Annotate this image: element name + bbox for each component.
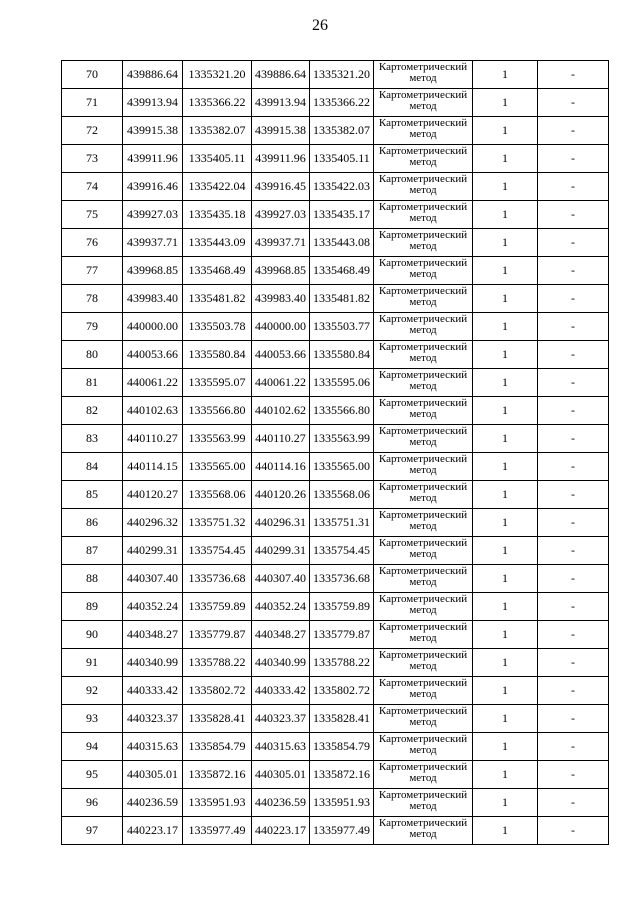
point-number-cell: 77 [62, 257, 123, 285]
y-original-cell: 1335872.16 [183, 761, 252, 789]
y-original-cell: 1335759.89 [183, 593, 252, 621]
x-updated-cell: 440307.40 [252, 565, 310, 593]
y-updated-cell: 1335435.17 [310, 201, 374, 229]
y-original-cell: 1335854.79 [183, 733, 252, 761]
accuracy-cell: 1 [473, 761, 538, 789]
description-cell: - [538, 453, 609, 481]
y-updated-cell: 1335565.00 [310, 453, 374, 481]
table-row [62, 453, 609, 481]
y-original-cell: 1335736.68 [183, 565, 252, 593]
x-updated-cell: 440110.27 [252, 425, 310, 453]
y-updated-cell: 1335759.89 [310, 593, 374, 621]
description-cell: - [538, 369, 609, 397]
method-cell: Картометрический метод [374, 453, 473, 481]
description-cell: - [538, 397, 609, 425]
point-number-cell: 74 [62, 173, 123, 201]
accuracy-cell: 1 [473, 537, 538, 565]
x-updated-cell: 439886.64 [252, 61, 310, 89]
y-original-cell: 1335951.93 [183, 789, 252, 817]
method-cell: Картометрический метод [374, 705, 473, 733]
y-updated-cell: 1335802.72 [310, 677, 374, 705]
point-number-cell: 73 [62, 145, 123, 173]
table-row [62, 565, 609, 593]
point-number-cell: 95 [62, 761, 123, 789]
y-updated-cell: 1335468.49 [310, 257, 374, 285]
x-updated-cell: 440296.31 [252, 509, 310, 537]
x-original-cell: 440323.37 [123, 705, 183, 733]
point-number-cell: 86 [62, 509, 123, 537]
point-number-cell: 89 [62, 593, 123, 621]
accuracy-cell: 1 [473, 733, 538, 761]
table-row [62, 621, 609, 649]
x-original-cell: 440305.01 [123, 761, 183, 789]
description-cell: - [538, 537, 609, 565]
table-row [62, 509, 609, 537]
description-cell: - [538, 257, 609, 285]
y-updated-cell: 1335563.99 [310, 425, 374, 453]
point-number-cell: 75 [62, 201, 123, 229]
x-original-cell: 440299.31 [123, 537, 183, 565]
x-original-cell: 439913.94 [123, 89, 183, 117]
x-updated-cell: 440348.27 [252, 621, 310, 649]
x-original-cell: 440061.22 [123, 369, 183, 397]
method-cell: Картометрический метод [374, 313, 473, 341]
x-original-cell: 440053.66 [123, 341, 183, 369]
x-original-cell: 440110.27 [123, 425, 183, 453]
y-updated-cell: 1335977.49 [310, 817, 374, 845]
x-original-cell: 439937.71 [123, 229, 183, 257]
table-row [62, 173, 609, 201]
accuracy-cell: 1 [473, 425, 538, 453]
table-row [62, 257, 609, 285]
description-cell: - [538, 285, 609, 313]
accuracy-cell: 1 [473, 229, 538, 257]
point-number-cell: 79 [62, 313, 123, 341]
coordinates-table [61, 60, 609, 845]
description-cell: - [538, 425, 609, 453]
x-updated-cell: 440333.42 [252, 677, 310, 705]
table-row [62, 705, 609, 733]
method-cell: Картометрический метод [374, 677, 473, 705]
description-cell: - [538, 341, 609, 369]
table-row [62, 537, 609, 565]
description-cell: - [538, 481, 609, 509]
y-updated-cell: 1335321.20 [310, 61, 374, 89]
y-updated-cell: 1335754.45 [310, 537, 374, 565]
method-cell: Картометрический метод [374, 257, 473, 285]
y-original-cell: 1335788.22 [183, 649, 252, 677]
method-cell: Картометрический метод [374, 369, 473, 397]
accuracy-cell: 1 [473, 285, 538, 313]
y-original-cell: 1335366.22 [183, 89, 252, 117]
method-cell: Картометрический метод [374, 89, 473, 117]
y-original-cell: 1335751.32 [183, 509, 252, 537]
table-row [62, 397, 609, 425]
table-row [62, 425, 609, 453]
x-updated-cell: 440315.63 [252, 733, 310, 761]
x-updated-cell: 440323.37 [252, 705, 310, 733]
method-cell: Картометрический метод [374, 425, 473, 453]
y-original-cell: 1335503.78 [183, 313, 252, 341]
y-updated-cell: 1335736.68 [310, 565, 374, 593]
y-updated-cell: 1335481.82 [310, 285, 374, 313]
y-original-cell: 1335828.41 [183, 705, 252, 733]
y-updated-cell: 1335788.22 [310, 649, 374, 677]
x-original-cell: 440352.24 [123, 593, 183, 621]
method-cell: Картометрический метод [374, 201, 473, 229]
y-updated-cell: 1335595.06 [310, 369, 374, 397]
y-original-cell: 1335565.00 [183, 453, 252, 481]
y-updated-cell: 1335951.93 [310, 789, 374, 817]
x-updated-cell: 440340.99 [252, 649, 310, 677]
x-updated-cell: 440114.16 [252, 453, 310, 481]
y-updated-cell: 1335503.77 [310, 313, 374, 341]
y-updated-cell: 1335366.22 [310, 89, 374, 117]
x-original-cell: 440114.15 [123, 453, 183, 481]
y-original-cell: 1335382.07 [183, 117, 252, 145]
accuracy-cell: 1 [473, 565, 538, 593]
x-original-cell: 439886.64 [123, 61, 183, 89]
accuracy-cell: 1 [473, 481, 538, 509]
table-row [62, 649, 609, 677]
table-row [62, 229, 609, 257]
y-original-cell: 1335443.09 [183, 229, 252, 257]
accuracy-cell: 1 [473, 621, 538, 649]
accuracy-cell: 1 [473, 453, 538, 481]
description-cell: - [538, 565, 609, 593]
method-cell: Картометрический метод [374, 537, 473, 565]
accuracy-cell: 1 [473, 705, 538, 733]
table-row [62, 117, 609, 145]
page-number: 26 [312, 17, 328, 34]
x-updated-cell: 439915.38 [252, 117, 310, 145]
x-updated-cell: 440236.59 [252, 789, 310, 817]
x-original-cell: 439968.85 [123, 257, 183, 285]
y-updated-cell: 1335382.07 [310, 117, 374, 145]
method-cell: Картометрический метод [374, 593, 473, 621]
point-number-cell: 96 [62, 789, 123, 817]
description-cell: - [538, 621, 609, 649]
accuracy-cell: 1 [473, 677, 538, 705]
description-cell: - [538, 509, 609, 537]
y-updated-cell: 1335580.84 [310, 341, 374, 369]
point-number-cell: 70 [62, 61, 123, 89]
description-cell: - [538, 117, 609, 145]
accuracy-cell: 1 [473, 369, 538, 397]
description-cell: - [538, 705, 609, 733]
point-number-cell: 97 [62, 817, 123, 845]
accuracy-cell: 1 [473, 257, 538, 285]
table-row [62, 677, 609, 705]
accuracy-cell: 1 [473, 117, 538, 145]
x-updated-cell: 439983.40 [252, 285, 310, 313]
y-updated-cell: 1335405.11 [310, 145, 374, 173]
x-original-cell: 440120.27 [123, 481, 183, 509]
x-updated-cell: 439927.03 [252, 201, 310, 229]
table-row [62, 481, 609, 509]
table-body [62, 61, 609, 845]
table-row [62, 733, 609, 761]
point-number-cell: 84 [62, 453, 123, 481]
y-original-cell: 1335568.06 [183, 481, 252, 509]
method-cell: Картометрический метод [374, 565, 473, 593]
point-number-cell: 94 [62, 733, 123, 761]
x-original-cell: 440102.63 [123, 397, 183, 425]
method-cell: Картометрический метод [374, 145, 473, 173]
description-cell: - [538, 817, 609, 845]
accuracy-cell: 1 [473, 593, 538, 621]
x-updated-cell: 439916.45 [252, 173, 310, 201]
accuracy-cell: 1 [473, 649, 538, 677]
table-row [62, 201, 609, 229]
x-original-cell: 439916.46 [123, 173, 183, 201]
method-cell: Картометрический метод [374, 229, 473, 257]
x-original-cell: 440348.27 [123, 621, 183, 649]
x-original-cell: 440296.32 [123, 509, 183, 537]
method-cell: Картометрический метод [374, 61, 473, 89]
y-updated-cell: 1335828.41 [310, 705, 374, 733]
point-number-cell: 85 [62, 481, 123, 509]
y-updated-cell: 1335566.80 [310, 397, 374, 425]
y-original-cell: 1335802.72 [183, 677, 252, 705]
method-cell: Картометрический метод [374, 285, 473, 313]
accuracy-cell: 1 [473, 817, 538, 845]
point-number-cell: 81 [62, 369, 123, 397]
description-cell: - [538, 677, 609, 705]
x-original-cell: 440223.17 [123, 817, 183, 845]
point-number-cell: 72 [62, 117, 123, 145]
x-original-cell: 439915.38 [123, 117, 183, 145]
accuracy-cell: 1 [473, 397, 538, 425]
x-updated-cell: 440000.00 [252, 313, 310, 341]
description-cell: - [538, 89, 609, 117]
table-row [62, 285, 609, 313]
y-updated-cell: 1335568.06 [310, 481, 374, 509]
point-number-cell: 78 [62, 285, 123, 313]
method-cell: Картометрический метод [374, 117, 473, 145]
y-updated-cell: 1335872.16 [310, 761, 374, 789]
x-updated-cell: 439911.96 [252, 145, 310, 173]
table-row [62, 61, 609, 89]
description-cell: - [538, 761, 609, 789]
accuracy-cell: 1 [473, 509, 538, 537]
table-row [62, 789, 609, 817]
method-cell: Картометрический метод [374, 817, 473, 845]
y-original-cell: 1335481.82 [183, 285, 252, 313]
x-updated-cell: 440305.01 [252, 761, 310, 789]
x-updated-cell: 440061.22 [252, 369, 310, 397]
description-cell: - [538, 789, 609, 817]
x-original-cell: 439983.40 [123, 285, 183, 313]
description-cell: - [538, 61, 609, 89]
y-original-cell: 1335435.18 [183, 201, 252, 229]
y-updated-cell: 1335443.08 [310, 229, 374, 257]
x-updated-cell: 439968.85 [252, 257, 310, 285]
y-original-cell: 1335321.20 [183, 61, 252, 89]
table-row [62, 369, 609, 397]
y-original-cell: 1335977.49 [183, 817, 252, 845]
accuracy-cell: 1 [473, 61, 538, 89]
y-original-cell: 1335563.99 [183, 425, 252, 453]
method-cell: Картометрический метод [374, 341, 473, 369]
accuracy-cell: 1 [473, 341, 538, 369]
accuracy-cell: 1 [473, 201, 538, 229]
x-updated-cell: 440223.17 [252, 817, 310, 845]
x-original-cell: 440315.63 [123, 733, 183, 761]
method-cell: Картометрический метод [374, 509, 473, 537]
x-original-cell: 439911.96 [123, 145, 183, 173]
y-updated-cell: 1335779.87 [310, 621, 374, 649]
point-number-cell: 82 [62, 397, 123, 425]
y-updated-cell: 1335422.03 [310, 173, 374, 201]
point-number-cell: 92 [62, 677, 123, 705]
x-updated-cell: 440102.62 [252, 397, 310, 425]
x-updated-cell: 440120.26 [252, 481, 310, 509]
point-number-cell: 76 [62, 229, 123, 257]
method-cell: Картометрический метод [374, 173, 473, 201]
point-number-cell: 90 [62, 621, 123, 649]
y-original-cell: 1335422.04 [183, 173, 252, 201]
point-number-cell: 87 [62, 537, 123, 565]
x-updated-cell: 439913.94 [252, 89, 310, 117]
x-updated-cell: 440053.66 [252, 341, 310, 369]
description-cell: - [538, 229, 609, 257]
accuracy-cell: 1 [473, 789, 538, 817]
point-number-cell: 71 [62, 89, 123, 117]
y-original-cell: 1335595.07 [183, 369, 252, 397]
accuracy-cell: 1 [473, 173, 538, 201]
y-original-cell: 1335779.87 [183, 621, 252, 649]
table-row [62, 341, 609, 369]
method-cell: Картометрический метод [374, 789, 473, 817]
description-cell: - [538, 649, 609, 677]
accuracy-cell: 1 [473, 89, 538, 117]
method-cell: Картометрический метод [374, 649, 473, 677]
accuracy-cell: 1 [473, 313, 538, 341]
x-original-cell: 440333.42 [123, 677, 183, 705]
point-number-cell: 80 [62, 341, 123, 369]
method-cell: Картометрический метод [374, 621, 473, 649]
point-number-cell: 93 [62, 705, 123, 733]
table-row [62, 761, 609, 789]
accuracy-cell: 1 [473, 145, 538, 173]
y-original-cell: 1335754.45 [183, 537, 252, 565]
y-updated-cell: 1335854.79 [310, 733, 374, 761]
x-updated-cell: 439937.71 [252, 229, 310, 257]
x-original-cell: 440307.40 [123, 565, 183, 593]
description-cell: - [538, 145, 609, 173]
x-updated-cell: 440352.24 [252, 593, 310, 621]
method-cell: Картометрический метод [374, 733, 473, 761]
method-cell: Картометрический метод [374, 397, 473, 425]
x-original-cell: 439927.03 [123, 201, 183, 229]
table-row [62, 593, 609, 621]
method-cell: Картометрический метод [374, 481, 473, 509]
x-updated-cell: 440299.31 [252, 537, 310, 565]
description-cell: - [538, 593, 609, 621]
x-original-cell: 440340.99 [123, 649, 183, 677]
y-updated-cell: 1335751.31 [310, 509, 374, 537]
table-row [62, 817, 609, 845]
point-number-cell: 83 [62, 425, 123, 453]
description-cell: - [538, 733, 609, 761]
y-original-cell: 1335580.84 [183, 341, 252, 369]
point-number-cell: 91 [62, 649, 123, 677]
point-number-cell: 88 [62, 565, 123, 593]
table-row [62, 145, 609, 173]
y-original-cell: 1335468.49 [183, 257, 252, 285]
table-row [62, 89, 609, 117]
description-cell: - [538, 173, 609, 201]
description-cell: - [538, 201, 609, 229]
method-cell: Картометрический метод [374, 761, 473, 789]
x-original-cell: 440236.59 [123, 789, 183, 817]
description-cell: - [538, 313, 609, 341]
y-original-cell: 1335566.80 [183, 397, 252, 425]
table-row [62, 313, 609, 341]
x-original-cell: 440000.00 [123, 313, 183, 341]
y-original-cell: 1335405.11 [183, 145, 252, 173]
